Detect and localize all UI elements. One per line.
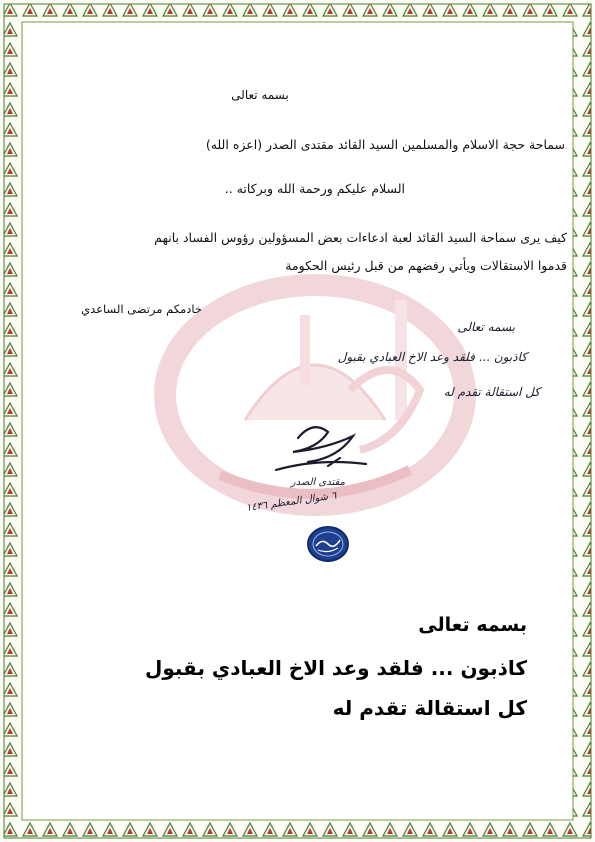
summary-line: كاذبون ... فلقد وعد الاخ العبادي بقبول <box>145 656 527 680</box>
letter-heading: بسمه تعالى <box>231 88 289 102</box>
letter-body-line: كيف يرى سماحة السيد القائد لعبة ادعاءات بعض المسؤولين رؤوس الفساد بانهم <box>154 230 567 245</box>
handwritten-reply-line: كل استقالة تقدم له <box>443 385 540 399</box>
handwritten-heading: بسمه تعالى <box>457 320 515 334</box>
summary-line: كل استقالة تقدم له <box>332 696 527 720</box>
handwritten-reply-line: كاذبون ... فلقد وعد الاخ العبادي بقبول <box>337 350 527 364</box>
letter-greeting: السلام عليكم ورحمة الله وبركاته .. <box>224 181 405 196</box>
letter-body-line: قدموا الاستقالات ويأتي رفضهم من قبل رئيس الحكومة <box>285 258 567 273</box>
handwritten-signature <box>268 418 378 480</box>
letter-signoff: خادمكم مرتضى الساعدي <box>81 302 202 316</box>
handwritten-date: ٦ شوال المعظم ١٤٣٦ <box>245 490 338 514</box>
letter-addressee: سماحة حجة الاسلام والمسلمين السيد القائد مقتدى الصدر (اعزه الله) <box>205 137 565 152</box>
summary-heading: بسمه تعالى <box>418 614 527 636</box>
handwritten-signature-name: مقتدى الصدر <box>290 477 345 488</box>
seal-stamp <box>306 524 350 564</box>
